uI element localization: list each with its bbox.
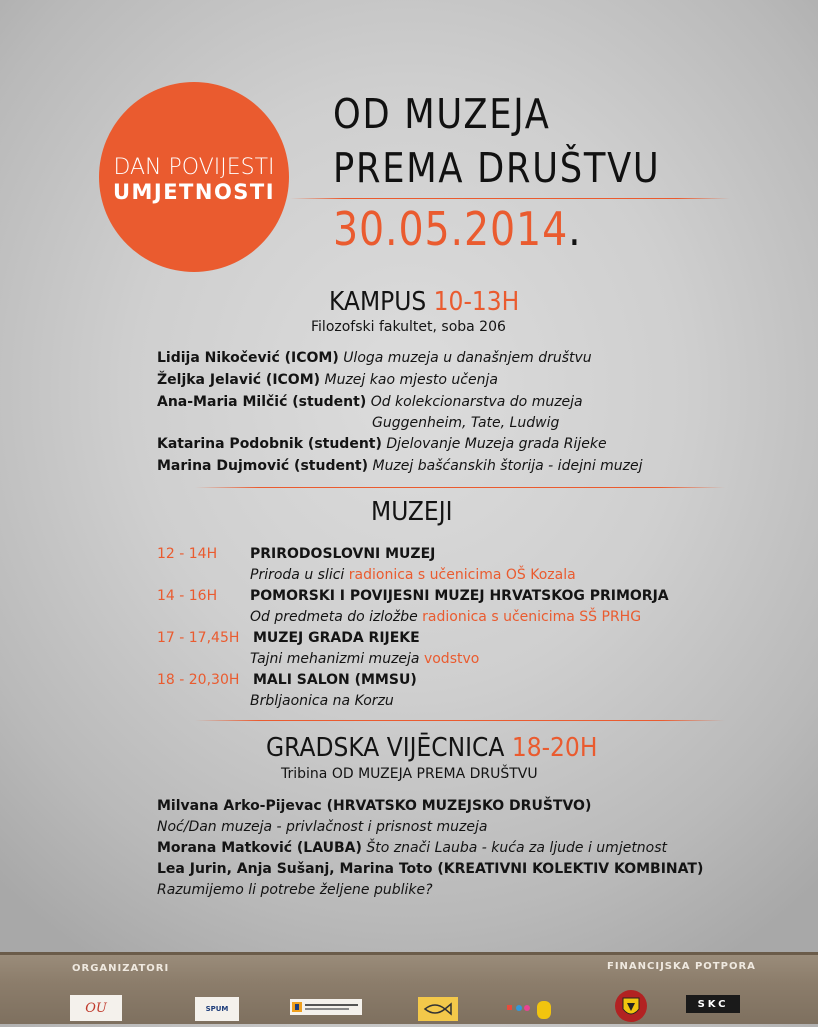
fish-icon (423, 1002, 453, 1016)
footer (0, 955, 818, 1024)
vijecnica-hours: 18-20H (511, 733, 598, 763)
museum-name: MUZEJ GRADA RIJEKE (253, 630, 420, 646)
vijecnica-title: GRADSKA VIJĒCNICA (266, 733, 505, 763)
kampus-talk: Katarina Podobnik (student) Djelovanje Muzeja grada Rijeke (157, 436, 607, 452)
date-value: 30.05.2014 (333, 202, 569, 256)
muzeji-heading: MUZEJI (371, 497, 453, 527)
kampus-talk: Željka Jelavić (ICOM) Muzej kao mjesto učenja (157, 372, 498, 388)
kampus-heading (329, 287, 519, 317)
title-line-2: PREMA DRUŠTVU (333, 144, 661, 192)
kampus-talk-continued: Guggenheim, Tate, Ludwig (372, 415, 560, 431)
vijecnica-line: Milvana Arko-Pijevac (HRVATSKO MUZEJSKO DRUŠTVO) (157, 798, 592, 814)
fish-logo (418, 997, 458, 1021)
odsjek-logo: OU (70, 995, 122, 1021)
coat-of-arms-logo (614, 989, 648, 1023)
museum-program: Tajni mehanizmi muzeja vodstvo (250, 651, 480, 667)
muzeji-divider (195, 720, 725, 721)
skc-logo: SKC (686, 995, 740, 1013)
spum-logo: SPUM (195, 997, 239, 1021)
kampus-divider (195, 487, 725, 488)
kampus-talk: Lidija Nikočević (ICOM) Uloga muzeja u današnjem društvu (157, 350, 592, 366)
museum-program: Priroda u slici radionica s učenicima OŠ Kozala (250, 567, 576, 583)
vijecnica-heading (266, 733, 597, 763)
kampus-venue: Filozofski fakultet, soba 206 (311, 319, 506, 335)
museum-name: POMORSKI I POVIJESNI MUZEJ HRVATSKOG PRIMORJA (250, 588, 669, 604)
kampus-hours: 10-13H (433, 287, 520, 317)
museum-time: 14 - 16H (157, 588, 218, 604)
vijecnica-subtitle: Tribina OD MUZEJA PREMA DRUŠTVU (281, 766, 538, 782)
kampus-talk: Marina Dujmović (student) Muzej bašćanskih štorija - idejni muzej (157, 458, 643, 474)
event-date (333, 202, 582, 256)
title-divider (290, 198, 730, 199)
event-badge (99, 82, 289, 272)
vijecnica-line: Lea Jurin, Anja Sušanj, Marina Toto (KREATIVNI KOLEKTIV KOMBINAT) (157, 861, 704, 877)
date-dot: . (568, 202, 582, 256)
museum-time: 17 - 17,45H (157, 630, 240, 646)
vijecnica-line: Razumijemo li potrebe željene publike? (157, 882, 433, 898)
museum-time: 12 - 14H (157, 546, 218, 562)
museum-time: 18 - 20,30H (157, 672, 240, 688)
vijecnica-line: Morana Matković (LAUBA) Što znači Lauba - kuća za ljude i umjetnost (157, 840, 668, 856)
museum-program: Od predmeta do izložbe radionica s učenicima SŠ PRHG (250, 609, 642, 625)
organizers-label: ORGANIZATORI (72, 963, 170, 974)
museum-name: MALI SALON (MMSU) (253, 672, 417, 688)
sveuciliste-emblem-icon (292, 1001, 360, 1013)
museum-name: PRIRODOSLOVNI MUZEJ (250, 546, 436, 562)
colored-dots-icon (505, 999, 555, 1021)
vijecnica-line: Noć/Dan muzeja - privlačnost i prisnost muzeja (157, 819, 488, 835)
dots-logo (505, 999, 555, 1021)
title-line-1: OD MUZEJA (333, 90, 551, 138)
badge-line-2: UMJETNOSTI (112, 180, 276, 204)
coat-of-arms-icon (614, 989, 648, 1023)
kampus-title: KAMPUS (329, 287, 427, 317)
sveuciliste-logo (290, 999, 362, 1015)
support-label: FINANCIJSKA POTPORA (607, 961, 756, 972)
kampus-talk: Ana-Maria Milčić (student) Od kolekcionarstva do muzeja (157, 394, 583, 410)
badge-line-1: DAN POVIJESTI (113, 155, 275, 180)
museum-program: Brbljaonica na Korzu (250, 693, 394, 709)
